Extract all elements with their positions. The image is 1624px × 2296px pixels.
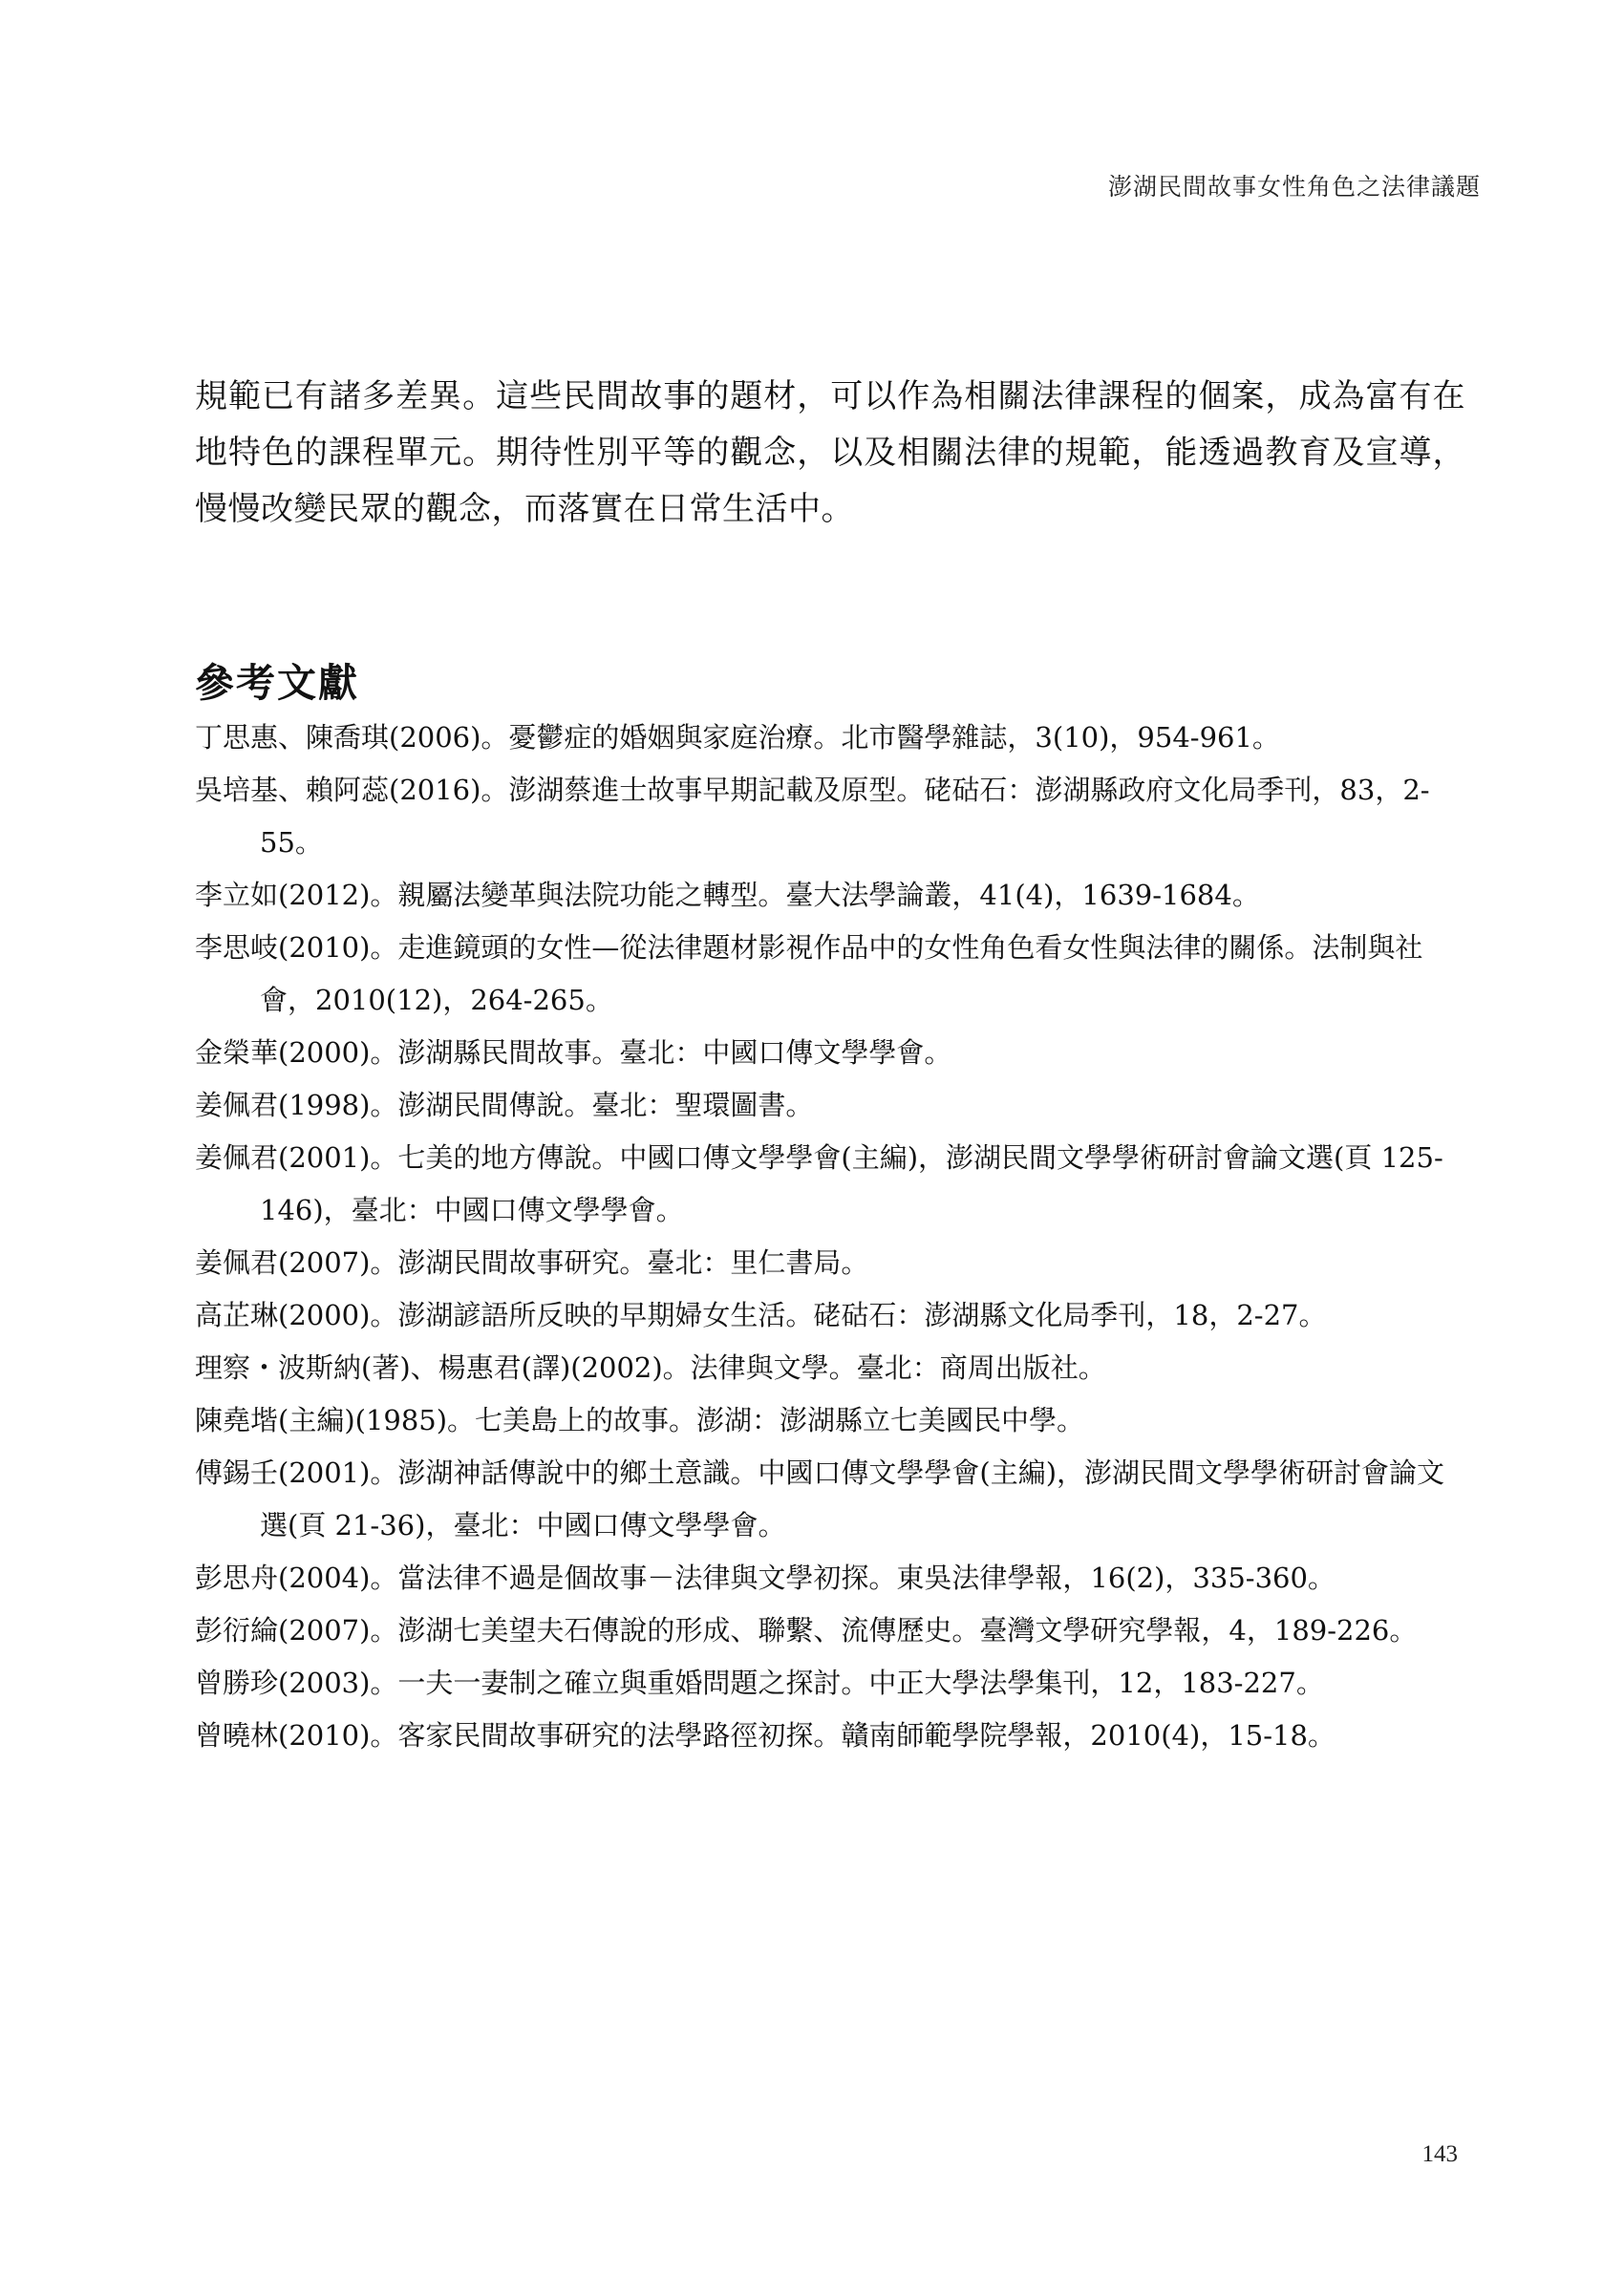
reference-item: 曾曉林(2010)。客家民間故事研究的法學路徑初探。贛南師範學院學報，2010(4)，15-18。: [195, 1719, 1336, 1752]
reference-item: 曾勝珍(2003)。一夫一妻制之確立與重婚問題之探討。中正大學法學集刊，12，183-227。: [195, 1667, 1324, 1699]
reference-item: 傅錫壬(2001)。澎湖神話傳說中的鄉土意識。中國口傳文學學會(主編)，澎湖民間文學學術研討會論文選(頁 21-36)，臺北：中國口傳文學學會。: [195, 1456, 1445, 1541]
reference-item: 丁思惠、陳喬琪(2006)。憂鬱症的婚姻與家庭治療。北市醫學雜誌，3(10)，954-961。: [195, 721, 1280, 754]
reference-item: 姜佩君(2001)。七美的地方傳說。中國口傳文學學會(主編)，澎湖民間文學學術研討會論文選(頁 125-146)，臺北：中國口傳文學學會。: [195, 1141, 1443, 1226]
reference-list: [195, 712, 1465, 1762]
reference-item: 彭衍綸(2007)。澎湖七美望夫石傳說的形成、聯繫、流傳歷史。臺灣文學研究學報，4，189-226。: [195, 1614, 1418, 1647]
reference-item: 陳堯堦(主編)(1985)。七美島上的故事。澎湖：澎湖縣立七美國民中學。: [195, 1404, 1085, 1436]
running-head: 澎湖民間故事女性角色之法律議題: [1107, 173, 1481, 201]
reference-item: 高芷琳(2000)。澎湖諺語所反映的早期婦女生活。硓𥑮石：澎湖縣文化局季刊，18，2-27。: [195, 1299, 1327, 1331]
body-paragraph: 規範已有諸多差異。這些民間故事的題材，可以作為相關法律課程的個案，成為富有在地特色的課程單元。期待性別平等的觀念，以及相關法律的規範，能透過教育及宣導，慢慢改變民眾的觀念，而落實在日常生活中。: [195, 377, 1465, 528]
reference-item: 金榮華(2000)。澎湖縣民間故事。臺北：中國口傳文學學會。: [195, 1036, 952, 1069]
reference-item: 彭思舟(2004)。當法律不過是個故事－法律與文學初探。東吳法律學報，16(2)，335-360。: [195, 1562, 1336, 1594]
reference-item: 李立如(2012)。親屬法變革與法院功能之轉型。臺大法學論叢，41(4)，1639-1684。: [195, 879, 1260, 911]
references-heading: 參考文獻: [195, 660, 359, 706]
reference-item: 姜佩君(2007)。澎湖民間故事研究。臺北：里仁書局。: [195, 1246, 869, 1279]
reference-item: 李思岐(2010)。走進鏡頭的女性—從法律題材影視作品中的女性角色看女性與法律的關係。法制與社會，2010(12)，264-265。: [195, 931, 1423, 1016]
reference-item: 吳培基、賴阿蕊(2016)。澎湖蔡進士故事早期記載及原型。硓𥑮石：澎湖縣政府文化局季刊，83，2-55。: [195, 774, 1430, 859]
reference-item: 姜佩君(1998)。澎湖民間傳說。臺北：聖環圖書。: [195, 1089, 814, 1121]
page-number: 143: [1421, 2141, 1458, 2167]
reference-item: 理察・波斯納(著)、楊惠君(譯)(2002)。法律與文學。臺北：商周出版社。: [195, 1351, 1106, 1384]
